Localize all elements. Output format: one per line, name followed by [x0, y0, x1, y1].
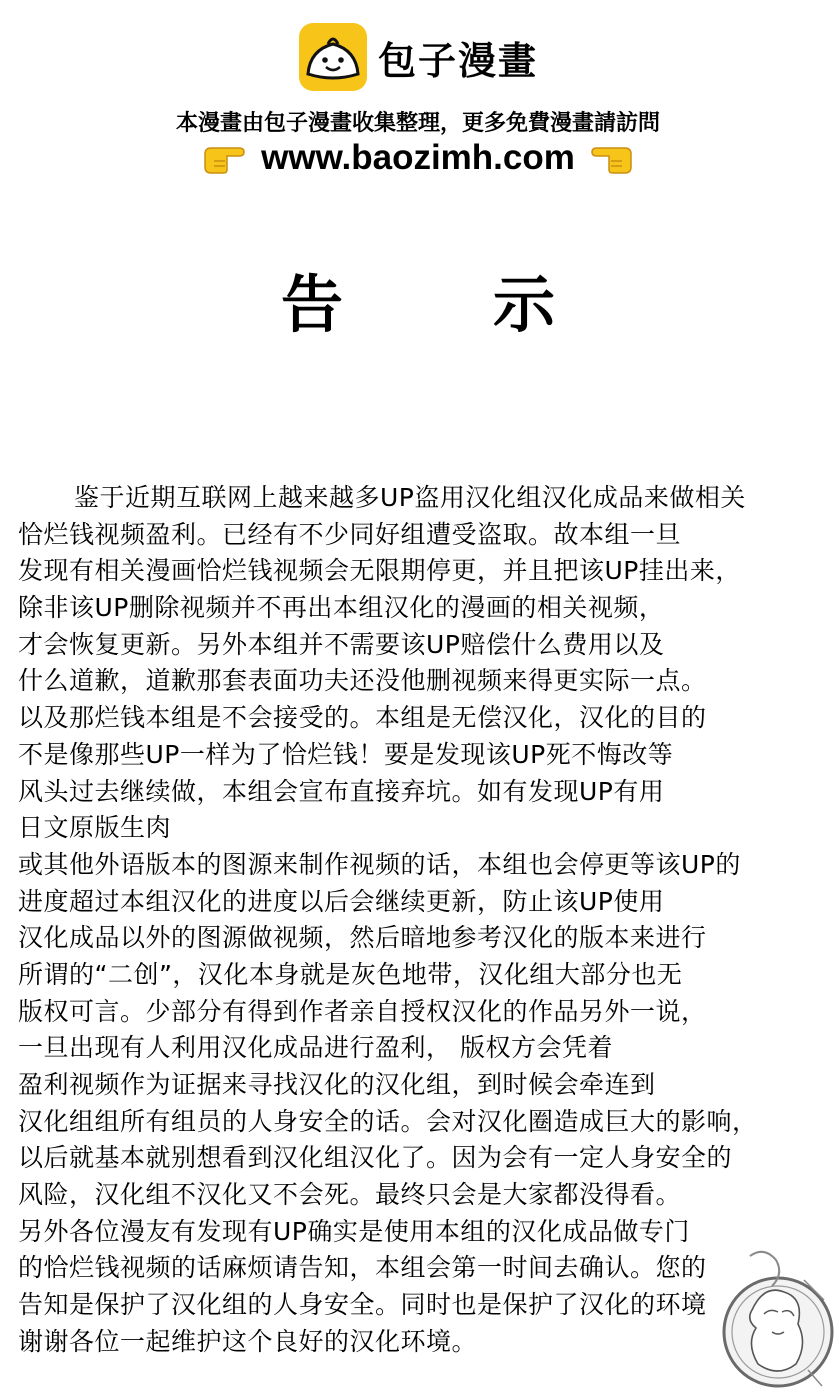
notice-line: 汉化成品以外的图源做视频，然后暗地参考汉化的版本来进行 — [18, 923, 707, 953]
title-char-1: 告 — [280, 268, 343, 341]
notice-line: 另外各位漫友有发现有UP确实是使用本组的汉化成品做专门 — [18, 1216, 690, 1246]
notice-line: 谢谢各位一起维护这个良好的汉化环境。 — [18, 1326, 478, 1356]
notice-line: 所谓的“二创”，汉化本身就是灰色地带，汉化组大部分也无 — [18, 959, 683, 989]
notice-line: 盈利视频作为证据来寻找汉化的汉化组，到时候会牵连到 — [18, 1070, 656, 1099]
notice-line: 以及那烂钱本组是不会接受的。本组是无偿汉化，汉化的目的 — [18, 703, 707, 733]
notice-line: 日文原版生肉 — [18, 813, 172, 843]
title-char-2: 示 — [493, 268, 556, 341]
url-row — [0, 138, 836, 178]
notice-line: 恰烂钱视频盈利。已经有不少同好组遭受盗取。故本组一旦 — [18, 519, 682, 549]
notice-line: 进度超过本组汉化的进度以后会继续更新，防止该UP使用 — [18, 886, 665, 916]
site-url-link[interactable]: www.baozimh.com — [261, 138, 575, 177]
brand-name: 包子漫畫 — [377, 38, 538, 83]
notice-line: 风头过去继续做，本组会宣布直接弃坑。如有发现UP有用 — [18, 776, 665, 806]
notice-line: 一旦出现有人利用汉化成品进行盈利， 版权方会凭着 — [18, 1033, 613, 1063]
notice-line: 以后就基本就别想看到汉化组汉化了。因为会有一定人身安全的 — [18, 1143, 733, 1173]
notice-body — [18, 480, 833, 1361]
notice-line: 发现有相关漫画恰烂钱视频会无限期停更，并且把该UP挂出来， — [18, 556, 741, 586]
notice-line: 才会恢复更新。另外本组并不需要该UP赔偿什么费用以及 — [18, 629, 665, 659]
notice-line: 或其他外语版本的图源来制作视频的话，本组也会停更等该UP的 — [18, 849, 741, 879]
group-seal-stamp-icon — [712, 1240, 836, 1400]
notice-line: 汉化组组所有组员的人身安全的话。会对汉化圈造成巨大的影响， — [18, 1106, 758, 1136]
notice-line: 不是像那些UP一样为了恰烂钱！要是发现该UP死不悔改等 — [18, 739, 674, 769]
tagline: 本漫畫由包子漫畫收集整理，更多免費漫畫請訪問 — [175, 111, 660, 136]
notice-line: 鉴于近期互联网上越来越多UP盗用汉化组汉化成品来做相关 — [74, 483, 746, 512]
pointing-hand-icon — [589, 140, 635, 176]
brand-header — [0, 22, 836, 92]
notice-line: 的恰烂钱视频的话麻烦请告知，本组会第一时间去确认。您的 — [18, 1253, 707, 1283]
pointing-hand-icon — [201, 140, 247, 176]
notice-line: 风险，汉化组不汉化又不会死。最终只会是大家都没得看。 — [18, 1180, 682, 1210]
baozi-logo-icon — [298, 22, 368, 92]
notice-line: 告知是保护了汉化组的人身安全。同时也是保护了汉化的环境 — [18, 1290, 707, 1320]
notice-line: 除非该UP删除视频并不再出本组汉化的漫画的相关视频， — [18, 593, 665, 623]
notice-line: 版权可言。少部分有得到作者亲自授权汉化的作品另外一说， — [18, 996, 707, 1026]
notice-line: 什么道歉，道歉那套表面功夫还没他删视频来得更实际一点。 — [18, 666, 707, 696]
notice-title — [0, 255, 836, 344]
